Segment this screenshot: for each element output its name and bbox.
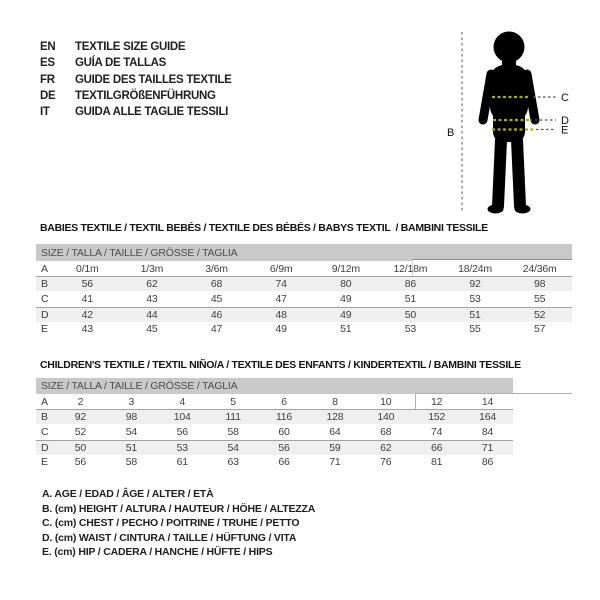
size-cell: 5 [230, 395, 236, 408]
row-label: E [41, 456, 48, 469]
size-cell: 80 [340, 278, 352, 291]
list-item [40, 55, 232, 71]
legend-item-age: A. AGE / EDAD / ÂGE / ALTER / ETÀ [42, 488, 214, 501]
size-cell: 51 [340, 323, 352, 336]
language-title-list [40, 39, 232, 120]
size-cell: 52 [74, 425, 87, 438]
size-cell: 24/36m [522, 262, 557, 275]
children-size-header: SIZE / TALLA / TAILLE / GRÖSSE / TAGLIA [36, 378, 513, 394]
size-table-row [36, 394, 513, 409]
size-cell: 86 [481, 456, 494, 469]
list-item [40, 72, 232, 88]
row-label: D [41, 441, 49, 454]
size-cell: 14 [481, 395, 494, 408]
row-label: D [41, 308, 49, 321]
size-cell: 51 [125, 441, 137, 454]
babies-size-table [36, 261, 572, 337]
size-cell: 61 [176, 456, 188, 469]
size-cell: 51 [469, 308, 481, 321]
size-cell: 45 [210, 292, 223, 305]
legend-item-chest: C. (cm) CHEST / PECHO / POITRINE / TRUHE / PETTO [42, 517, 300, 530]
size-cell: 152 [428, 411, 446, 424]
size-cell: 49 [340, 292, 352, 305]
size-cell: 68 [210, 278, 223, 291]
size-cell: 58 [125, 456, 137, 469]
size-cell: 92 [74, 411, 87, 424]
size-cell: 59 [329, 441, 341, 454]
size-cell: 51 [404, 292, 417, 305]
size-cell: 86 [404, 278, 417, 291]
babies-size-header: SIZE / TALLA / TAILLE / GRÖSSE / TAGLIA [36, 244, 572, 261]
size-cell: 55 [534, 292, 546, 305]
child-silhouette [483, 32, 535, 214]
size-cell: 54 [227, 441, 239, 454]
size-table-row [36, 440, 513, 455]
size-cell: 66 [278, 456, 290, 469]
size-cell: 60 [278, 425, 290, 438]
size-cell: 98 [534, 278, 546, 291]
size-table-row [36, 276, 572, 291]
size-cell: 164 [479, 411, 497, 424]
size-cell: 53 [469, 292, 481, 305]
child-silhouette-figure [440, 10, 600, 230]
height-label: B [447, 127, 455, 139]
size-table-row [36, 455, 513, 470]
size-cell: 49 [275, 323, 287, 336]
chest-label: C [561, 92, 569, 104]
size-cell: 62 [380, 441, 392, 454]
size-cell: 2 [77, 395, 84, 408]
size-cell: 42 [81, 308, 93, 321]
measurement-legend [42, 487, 315, 560]
size-cell: 43 [81, 323, 93, 336]
children-size-table [36, 394, 513, 470]
row-label: A [41, 262, 48, 275]
size-cell: 116 [275, 411, 293, 424]
size-cell: 12 [431, 395, 443, 408]
size-cell: 0/1m [76, 262, 99, 275]
size-cell: 74 [275, 278, 287, 291]
row-label: A [41, 395, 48, 408]
size-cell: 6/9m [269, 262, 293, 275]
size-cell: 45 [146, 323, 158, 336]
list-item [40, 88, 232, 104]
size-cell: 12/18m [393, 262, 428, 275]
size-cell: 48 [275, 308, 287, 321]
hip-label: E [561, 124, 569, 137]
size-table-row [36, 291, 572, 306]
guide-title: GUIDA ALLE TAGLIE TESSILI [75, 106, 229, 119]
size-cell: 56 [74, 456, 87, 469]
language-code: DE [40, 90, 56, 103]
babies-section-title: BABIES TEXTILE / TEXTIL BEBÉS / TEXTILE DES BÉBÉS / BABYS TEXTIL / BAMBINI TESSILE [40, 222, 488, 234]
row-label: B [41, 411, 48, 424]
size-cell: 10 [380, 395, 392, 408]
size-cell: 76 [380, 456, 392, 469]
guide-title: GUIDE DES TAILLES TEXTILE [75, 73, 232, 86]
size-table-row [36, 409, 513, 424]
list-item [40, 104, 232, 120]
size-cell: 57 [534, 323, 546, 336]
size-cell: 53 [404, 323, 417, 336]
legend-item-waist: D. (cm) WAIST / CINTURA / TAILLE / HÜFTUNG / VITA [42, 531, 297, 544]
size-cell: 56 [81, 278, 93, 291]
size-cell: 50 [404, 308, 417, 321]
size-cell: 58 [227, 425, 239, 438]
size-cell: 46 [210, 308, 223, 321]
children-section-title: CHILDREN'S TEXTILE / TEXTIL NIÑO/A / TEXTILE DES ENFANTS / KINDERTEXTIL / BAMBINI TESSILE [40, 359, 521, 371]
guide-title: GUÍA DE TALLAS [75, 57, 166, 70]
size-table-row [36, 322, 572, 337]
size-cell: 54 [125, 425, 137, 438]
language-code: IT [40, 106, 50, 119]
size-cell: 44 [146, 308, 158, 321]
size-cell: 41 [81, 292, 93, 305]
size-cell: 9/12m [331, 262, 360, 275]
size-cell: 18/24m [458, 262, 492, 275]
row-label: B [41, 278, 48, 291]
guide-title: TEXTILE SIZE GUIDE [75, 41, 186, 54]
size-cell: 8 [332, 395, 338, 408]
size-cell: 74 [431, 425, 443, 438]
size-cell: 92 [469, 278, 481, 291]
size-cell: 3 [128, 395, 135, 408]
size-cell: 111 [225, 411, 241, 424]
guide-title: TEXTILGRÖßENFÜHRUNG [75, 90, 216, 103]
list-item [40, 39, 232, 55]
size-cell: 53 [176, 441, 188, 454]
row-label: C [41, 292, 49, 305]
waist-label: D [561, 115, 569, 127]
size-cell: 43 [146, 292, 158, 305]
size-table-row [36, 261, 572, 276]
size-cell: 71 [329, 456, 341, 469]
size-cell: 104 [173, 411, 191, 424]
size-cell: 3/6m [205, 262, 228, 275]
language-code: ES [40, 57, 55, 70]
size-cell: 98 [125, 411, 137, 424]
size-cell: 140 [377, 411, 395, 424]
row-label: E [41, 323, 48, 336]
size-cell: 56 [278, 441, 290, 454]
row-label: C [41, 425, 49, 438]
size-cell: 1/3m [140, 262, 164, 275]
size-cell: 81 [431, 456, 443, 469]
language-code: FR [40, 73, 55, 86]
size-cell: 66 [431, 441, 443, 454]
size-cell: 64 [329, 425, 341, 438]
size-cell: 55 [469, 323, 481, 336]
size-cell: 71 [481, 441, 494, 454]
size-cell: 128 [326, 411, 344, 424]
size-cell: 52 [534, 308, 546, 321]
size-cell: 50 [74, 441, 87, 454]
size-cell: 47 [275, 292, 287, 305]
legend-item-height: B. (cm) HEIGHT / ALTURA / HAUTEUR / HÖHE / ALTEZZA [42, 502, 316, 515]
size-cell: 6 [281, 395, 287, 408]
size-cell: 56 [176, 425, 188, 438]
size-cell: 68 [380, 425, 392, 438]
size-cell: 62 [146, 278, 158, 291]
size-table-row [36, 307, 572, 322]
size-cell: 49 [340, 308, 352, 321]
legend-item-hip: E. (cm) HIP / CADERA / HANCHE / HÜFTE / HIPS [42, 546, 273, 559]
size-cell: 4 [179, 395, 186, 408]
size-cell: 47 [210, 323, 223, 336]
size-cell: 84 [481, 425, 494, 438]
language-code: EN [40, 41, 56, 54]
size-cell: 63 [227, 456, 239, 469]
size-table-row [36, 424, 513, 439]
